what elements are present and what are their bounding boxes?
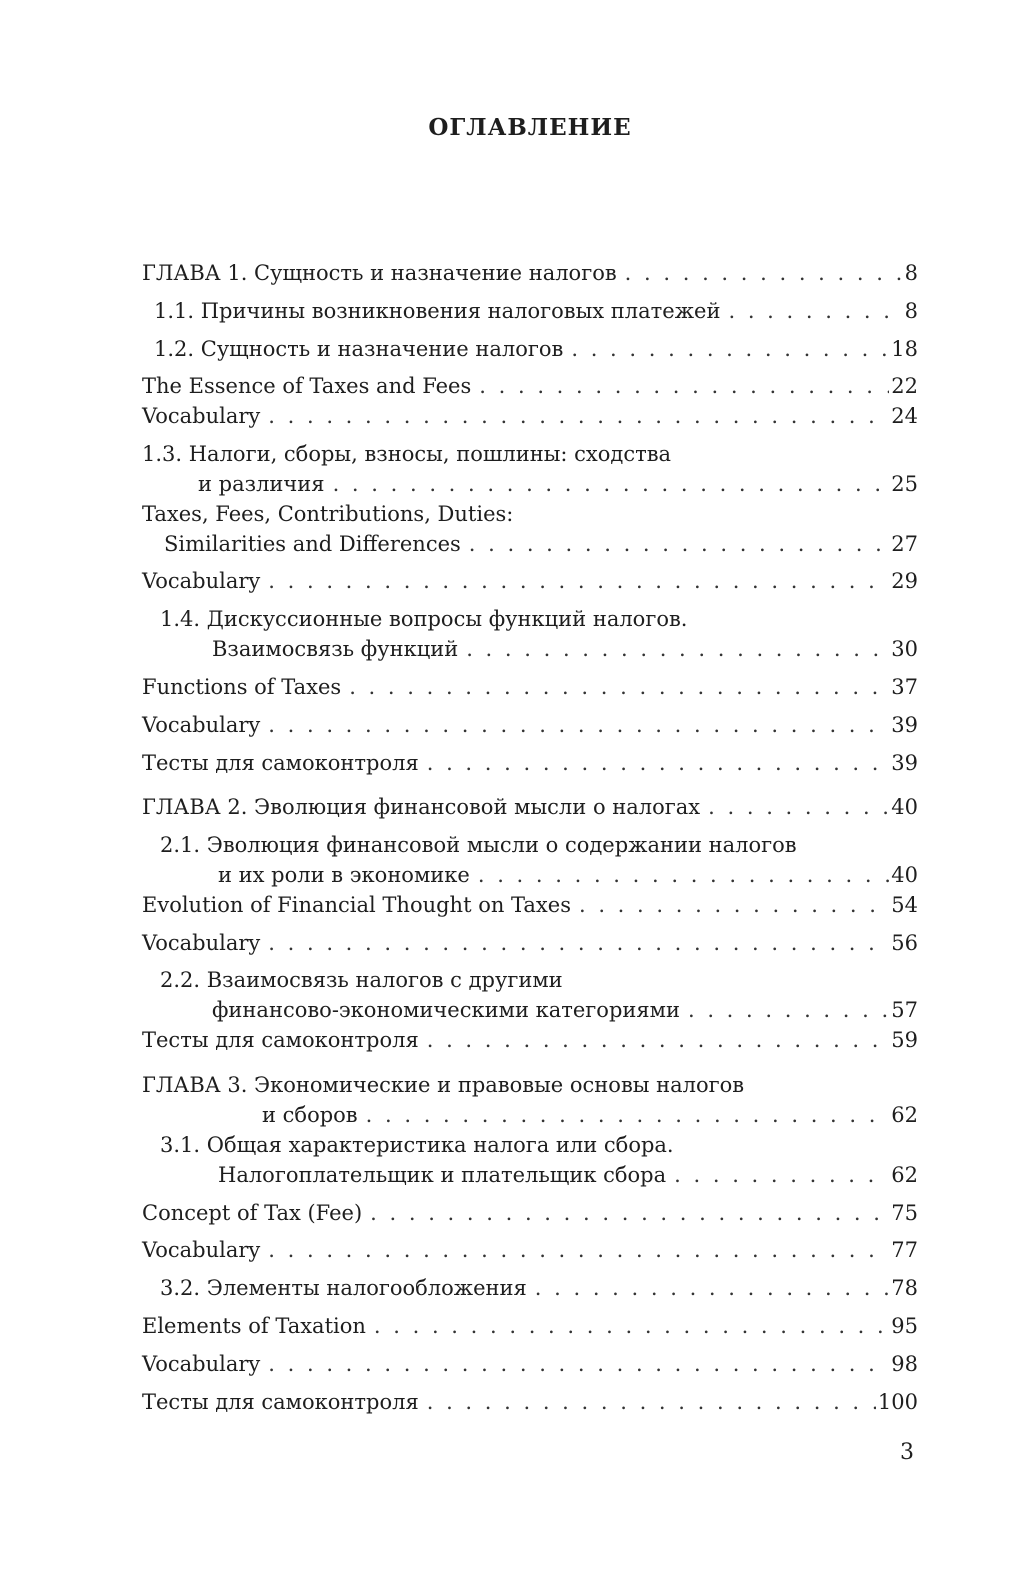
toc-entry-page: 25 bbox=[891, 472, 918, 496]
toc-entry bbox=[142, 439, 918, 499]
toc-entry-label: Elements of Taxation bbox=[142, 1314, 366, 1338]
toc-entry-page: 62 bbox=[891, 1103, 918, 1127]
toc-entry bbox=[142, 371, 918, 401]
leader-dots bbox=[728, 296, 902, 326]
toc-entry bbox=[142, 748, 918, 778]
toc-entry-page: 30 bbox=[891, 637, 918, 661]
toc-entry-page: 62 bbox=[891, 1163, 918, 1187]
toc-entry bbox=[142, 1198, 918, 1228]
leader-dots bbox=[366, 1100, 890, 1130]
leader-dots bbox=[333, 469, 890, 499]
toc-entry-label: Vocabulary bbox=[142, 404, 261, 428]
leader-dots bbox=[427, 748, 890, 778]
toc-entry bbox=[142, 792, 918, 822]
toc-entry-page: 29 bbox=[891, 569, 918, 593]
toc-entry bbox=[142, 928, 918, 958]
toc-entry bbox=[142, 1130, 918, 1190]
toc-entry-page: 98 bbox=[891, 1352, 918, 1376]
leader-dots bbox=[268, 1349, 889, 1379]
toc-entry-page: 24 bbox=[891, 404, 918, 428]
toc-entry bbox=[142, 258, 918, 288]
toc-entry-label: и сборов bbox=[262, 1103, 358, 1127]
toc-entry-page: 95 bbox=[891, 1314, 918, 1338]
toc-entry-page: 75 bbox=[891, 1201, 918, 1225]
toc-entry-label: Concept of Tax (Fee) bbox=[142, 1201, 363, 1225]
toc-entry-label: Vocabulary bbox=[142, 931, 261, 955]
table-of-contents bbox=[142, 0, 918, 1575]
leader-dots bbox=[374, 1311, 889, 1341]
toc-entry-page: 8 bbox=[904, 261, 918, 285]
toc-entry bbox=[142, 965, 918, 1025]
leader-dots bbox=[625, 258, 903, 288]
leader-dots bbox=[427, 1387, 876, 1417]
page-title: ОГЛАВЛЕНИЕ bbox=[428, 114, 632, 141]
toc-entry bbox=[142, 604, 918, 664]
toc-entry-page: 78 bbox=[891, 1276, 918, 1300]
leader-dots bbox=[268, 401, 889, 431]
toc-entry-page: 39 bbox=[891, 713, 918, 737]
toc-entry bbox=[142, 710, 918, 740]
toc-entry-page: 22 bbox=[891, 374, 918, 398]
toc-entry-page: 27 bbox=[891, 532, 918, 556]
leader-dots bbox=[535, 1273, 890, 1303]
leader-dots bbox=[268, 710, 889, 740]
leader-dots bbox=[268, 928, 889, 958]
toc-entry bbox=[142, 1387, 918, 1417]
toc-entry-page: 37 bbox=[891, 675, 918, 699]
toc-entry bbox=[142, 672, 918, 702]
leader-dots bbox=[370, 1198, 889, 1228]
toc-entry-page: 18 bbox=[891, 337, 918, 361]
leader-dots bbox=[571, 334, 889, 364]
toc-entry-label: Functions of Taxes bbox=[142, 675, 342, 699]
leader-dots bbox=[349, 672, 889, 702]
toc-entry bbox=[142, 1070, 918, 1130]
toc-entry-prefix: 2.1. Эволюция финансовой мысли о содержании налогов bbox=[160, 833, 797, 857]
toc-entry-label: Similarities and Differences bbox=[164, 532, 461, 556]
toc-entry-page: 56 bbox=[891, 931, 918, 955]
toc-entry bbox=[142, 1025, 918, 1055]
toc-entry bbox=[142, 1235, 918, 1265]
toc-entry-label: Тесты для самоконтроля bbox=[142, 1390, 419, 1414]
toc-entry-page: 40 bbox=[891, 863, 918, 887]
toc-entry-label: Evolution of Financial Thought on Taxes bbox=[142, 893, 571, 917]
leader-dots bbox=[479, 371, 889, 401]
toc-entry-label: Тесты для самоконтроля bbox=[142, 1028, 419, 1052]
toc-entry bbox=[142, 1349, 918, 1379]
toc-entry-label: Vocabulary bbox=[142, 713, 261, 737]
toc-entry-prefix: Taxes, Fees, Contributions, Duties: bbox=[142, 502, 514, 526]
toc-entry-page: 100 bbox=[877, 1390, 918, 1414]
toc-entry-label: Тесты для самоконтроля bbox=[142, 751, 419, 775]
toc-entry bbox=[142, 890, 918, 920]
toc-entry-label: Vocabulary bbox=[142, 1352, 261, 1376]
toc-entry-prefix: ГЛАВА 3. Экономические и правовые основы налогов bbox=[142, 1073, 745, 1097]
toc-entry-prefix: 1.3. Налоги, сборы, взносы, пошлины: сходства bbox=[142, 442, 672, 466]
toc-entry bbox=[142, 1273, 918, 1303]
toc-entry-page: 39 bbox=[891, 751, 918, 775]
leader-dots bbox=[579, 890, 889, 920]
toc-entry-label: 1.2. Сущность и назначение налогов bbox=[154, 337, 564, 361]
toc-entry-label: Vocabulary bbox=[142, 1238, 261, 1262]
leader-dots bbox=[674, 1160, 889, 1190]
toc-entry bbox=[142, 296, 918, 326]
leader-dots bbox=[268, 566, 889, 596]
toc-entry-label: и различия bbox=[198, 472, 325, 496]
leader-dots bbox=[478, 860, 889, 890]
toc-entry-label: 3.2. Элементы налогообложения bbox=[160, 1276, 527, 1300]
toc-entry-prefix: 1.4. Дискуссионные вопросы функций налогов. bbox=[160, 607, 688, 631]
toc-entry-label: Vocabulary bbox=[142, 569, 261, 593]
toc-entry-page: 40 bbox=[891, 795, 918, 819]
toc-entry-page: 57 bbox=[891, 998, 918, 1022]
toc-entry-prefix: 2.2. Взаимосвязь налогов с другими bbox=[160, 968, 563, 992]
leader-dots bbox=[708, 792, 889, 822]
toc-entry bbox=[142, 830, 918, 890]
leader-dots bbox=[268, 1235, 889, 1265]
toc-entry-label: Налогоплательщик и плательщик сбора bbox=[218, 1163, 667, 1187]
toc-entry-label: и их роли в экономике bbox=[218, 863, 470, 887]
toc-entry bbox=[142, 1311, 918, 1341]
toc-entry-label: Взаимосвязь функций bbox=[212, 637, 459, 661]
toc-entry-label: ГЛАВА 2. Эволюция финансовой мысли о налогах bbox=[142, 795, 701, 819]
page-number: 3 bbox=[900, 1440, 914, 1465]
toc-entry-label: 1.1. Причины возникновения налоговых платежей bbox=[154, 299, 721, 323]
toc-entry-page: 8 bbox=[904, 299, 918, 323]
leader-dots bbox=[688, 995, 889, 1025]
toc-entry-page: 59 bbox=[891, 1028, 918, 1052]
toc-entry-label: финансово-экономическими категориями bbox=[212, 998, 680, 1022]
toc-entry bbox=[142, 566, 918, 596]
toc-entry-page: 54 bbox=[891, 893, 918, 917]
leader-dots bbox=[466, 634, 889, 664]
leader-dots bbox=[427, 1025, 890, 1055]
toc-entry bbox=[142, 401, 918, 431]
leader-dots bbox=[469, 529, 889, 559]
toc-entry-prefix: 3.1. Общая характеристика налога или сбора. bbox=[160, 1133, 674, 1157]
toc-entry bbox=[142, 334, 918, 364]
toc-entry-label: The Essence of Taxes and Fees bbox=[142, 374, 472, 398]
toc-entry-label: ГЛАВА 1. Сущность и назначение налогов bbox=[142, 261, 617, 285]
toc-entry bbox=[142, 499, 918, 559]
toc-entry-page: 77 bbox=[891, 1238, 918, 1262]
